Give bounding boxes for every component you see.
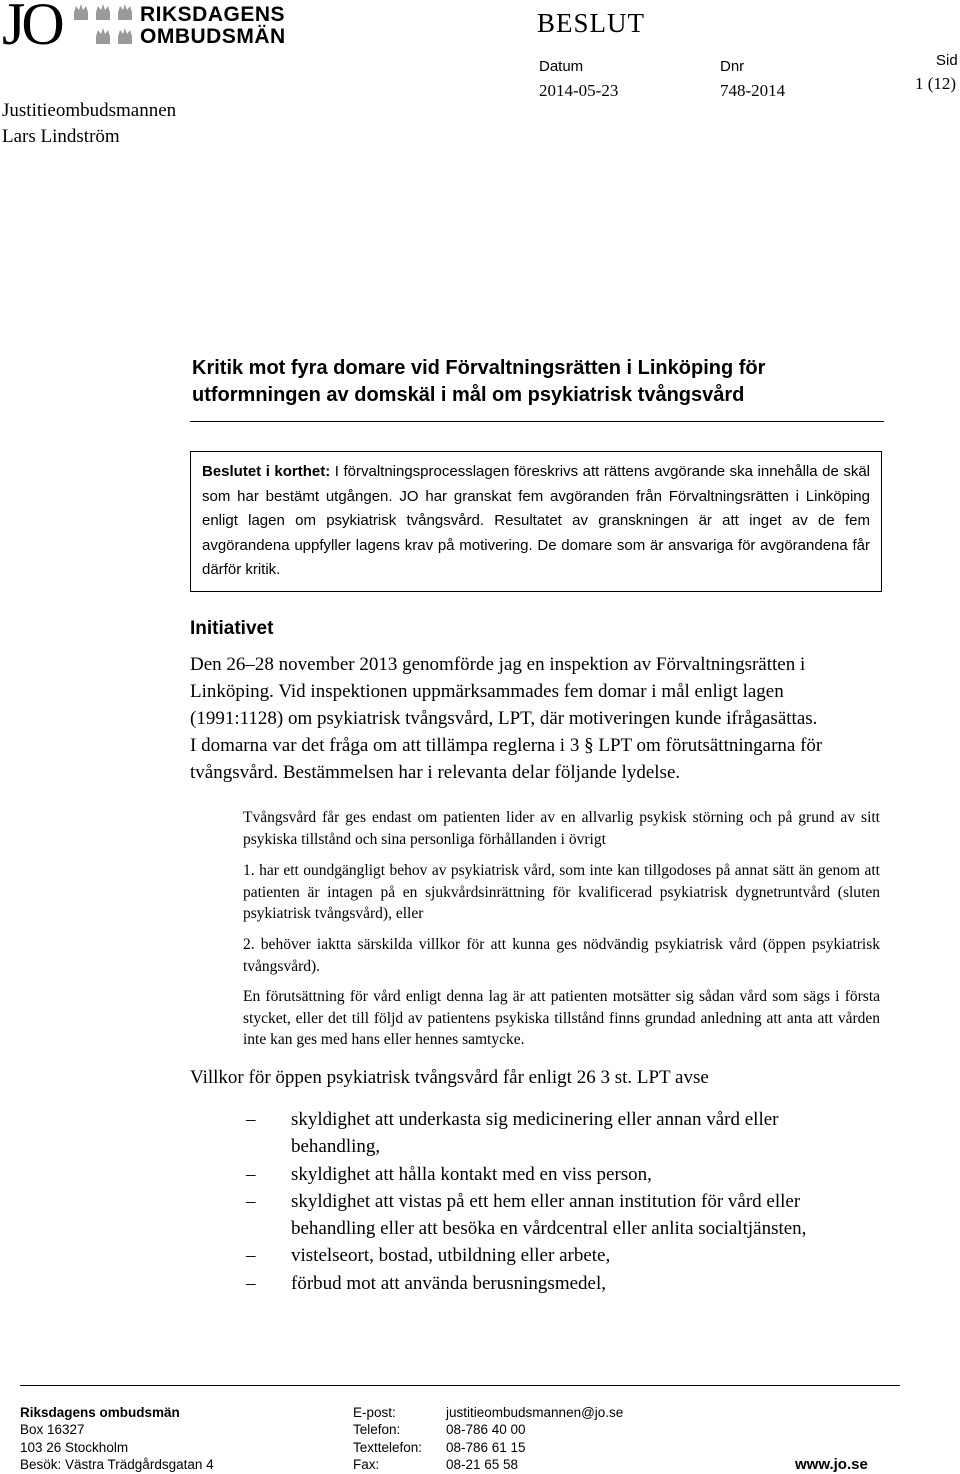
law-quote-1: Tvångsvård får ges endast om patienten lider av en allvarlig psykisk störning och på grund av sitt psykiska tillstånd och sina personliga förhållanden i övrigt bbox=[243, 809, 880, 848]
conditions-list bbox=[246, 1106, 846, 1297]
phone-label: Telefon: bbox=[353, 1422, 401, 1438]
intro-line: tvångsvård. Bestämmelsen har i relevanta delar följande lydelse. bbox=[190, 762, 681, 783]
list-item: – skyldighet att underkasta sig medicinering eller annan vård eller behandling, bbox=[246, 1106, 846, 1161]
law-quote-3: 2. behöver iakttа särskilda villkor för att kunna ges nödvändig psykiatrisk vård (öppen psykiatrisk tvångsvård). bbox=[243, 936, 880, 975]
website-link[interactable]: www.jo.se bbox=[795, 1456, 868, 1473]
fax-label: Fax: bbox=[353, 1456, 380, 1472]
email-label: E-post: bbox=[353, 1405, 396, 1420]
page-value: 1 (12) bbox=[915, 74, 957, 93]
logo-wordmark bbox=[140, 4, 286, 48]
dnr-label: Dnr bbox=[720, 58, 745, 75]
footer-address bbox=[20, 1404, 214, 1473]
fax-value: 08-21 65 58 bbox=[446, 1456, 519, 1472]
list-item: – förbud mot att använda berusningsmedel, bbox=[246, 1270, 846, 1297]
dnr-value: 748-2014 bbox=[720, 81, 786, 100]
title-line-2: utformningen av domskäl i mål om psykiatrisk tvångsvård bbox=[192, 384, 745, 406]
office-name: Lars Lindström bbox=[2, 126, 120, 147]
logo-line-1: RIKSDAGENS bbox=[140, 3, 286, 26]
office-block bbox=[2, 98, 176, 150]
dash-bullet: – bbox=[246, 1163, 256, 1185]
intro-paragraph bbox=[190, 651, 886, 786]
dash-bullet: – bbox=[246, 1272, 256, 1294]
textphone-value: 08-786 61 15 bbox=[446, 1439, 526, 1455]
list-item: – vistelseort, bostad, utbildning eller arbete, bbox=[246, 1242, 846, 1269]
title-divider bbox=[190, 421, 884, 422]
conditions-intro: Villkor för öppen psykiatrisk tvångsvård får enligt 26 3 st. LPT avse bbox=[190, 1067, 709, 1088]
law-quote-2: 1. har ett oundgängligt behov av psykiatrisk vård, som inte kan tillgodoses på annat sätt än genom att patienten är intagen på en sjukvårdsinrättning för kvalificerad psykiatrisk dygnetruntvård (sluten psykiatrisk tvångsvård), eller bbox=[243, 862, 880, 922]
date-value: 2014-05-23 bbox=[539, 81, 619, 100]
footer-box: Box 16327 bbox=[20, 1422, 85, 1438]
footer-divider bbox=[20, 1385, 900, 1386]
section-heading: Initiativet bbox=[190, 618, 274, 639]
summary-box bbox=[190, 451, 882, 592]
footer-org: Riksdagens ombudsmän bbox=[20, 1405, 180, 1420]
law-quote-4: En förutsättning för vård enligt denna lag är att patienten motsätter sig sådan vård som sägs i första stycket, eller det till följd av patientens psykiska tillstånd finns grundad anledning att anta att vården inte kan ges med hans eller hennes samtycke. bbox=[243, 988, 880, 1048]
textphone-label: Texttelefon: bbox=[353, 1439, 423, 1455]
intro-line: Den 26–28 november 2013 genomförde jag en inspektion av Förvaltningsrätten i bbox=[190, 654, 806, 675]
page-label: Sid bbox=[936, 52, 958, 69]
list-item: – skyldighet att hålla kontakt med en viss person, bbox=[246, 1161, 846, 1188]
dash-bullet: – bbox=[246, 1109, 256, 1130]
footer-visit: Besök: Västra Trädgårdsgatan 4 bbox=[20, 1456, 214, 1472]
footer-contact-labels bbox=[353, 1404, 422, 1473]
dash-bullet: – bbox=[246, 1190, 256, 1212]
crowns-logo-icon bbox=[72, 2, 134, 48]
phone-value: 08-786 40 00 bbox=[446, 1422, 526, 1438]
intro-line: I domarna var det fråga om att tillämpa reglerna i 3 § LPT om förutsättningarna för bbox=[190, 735, 823, 756]
footer-contact-values bbox=[446, 1404, 623, 1473]
dash-bullet: – bbox=[246, 1245, 256, 1267]
logo-line-2: OMBUDSMÄN bbox=[140, 25, 286, 48]
jo-logo-mark: JO bbox=[2, 0, 61, 57]
document-title bbox=[192, 355, 892, 409]
summary-lead: Beslutet i korthet: bbox=[202, 463, 331, 480]
footer-city: 103 26 Stockholm bbox=[20, 1439, 129, 1455]
email-link[interactable]: justitieombudsmannen@jo.se bbox=[446, 1405, 624, 1420]
office-title: Justitieombudsmannen bbox=[2, 100, 177, 121]
date-label: Datum bbox=[539, 58, 584, 75]
intro-line: Linköping. Vid inspektionen uppmärksammades fem domar i mål enligt lagen bbox=[190, 681, 784, 702]
intro-line: (1991:1128) om psykiatrisk tvångsvård, LPT, där motiveringen kunde ifrågasättas. bbox=[190, 708, 818, 729]
document-type: BESLUT bbox=[537, 8, 646, 38]
list-item: – skyldighet att vistas på ett hem eller annan institution för vård eller behandling eller att besöka en vårdcentral eller anlita socialtjänsten, bbox=[246, 1188, 846, 1243]
title-line-1: Kritik mot fyra domare vid Förvaltningsrätten i Linköping för bbox=[192, 357, 766, 379]
summary-text: I förvaltningsprocesslagen föreskrivs att rättens avgörande ska innehålla de skäl som har bestämt utgången. JO har granskat fem avgöranden från Förvaltningsrätten i Linköping enligt lagen om psykiatrisk tvångsvård. Resultatet av granskningen är att inget av de fem avgörandena uppfyller lagens krav på motivering. De domare som är ansvariga för avgörandena får därför kritik. bbox=[202, 463, 870, 578]
